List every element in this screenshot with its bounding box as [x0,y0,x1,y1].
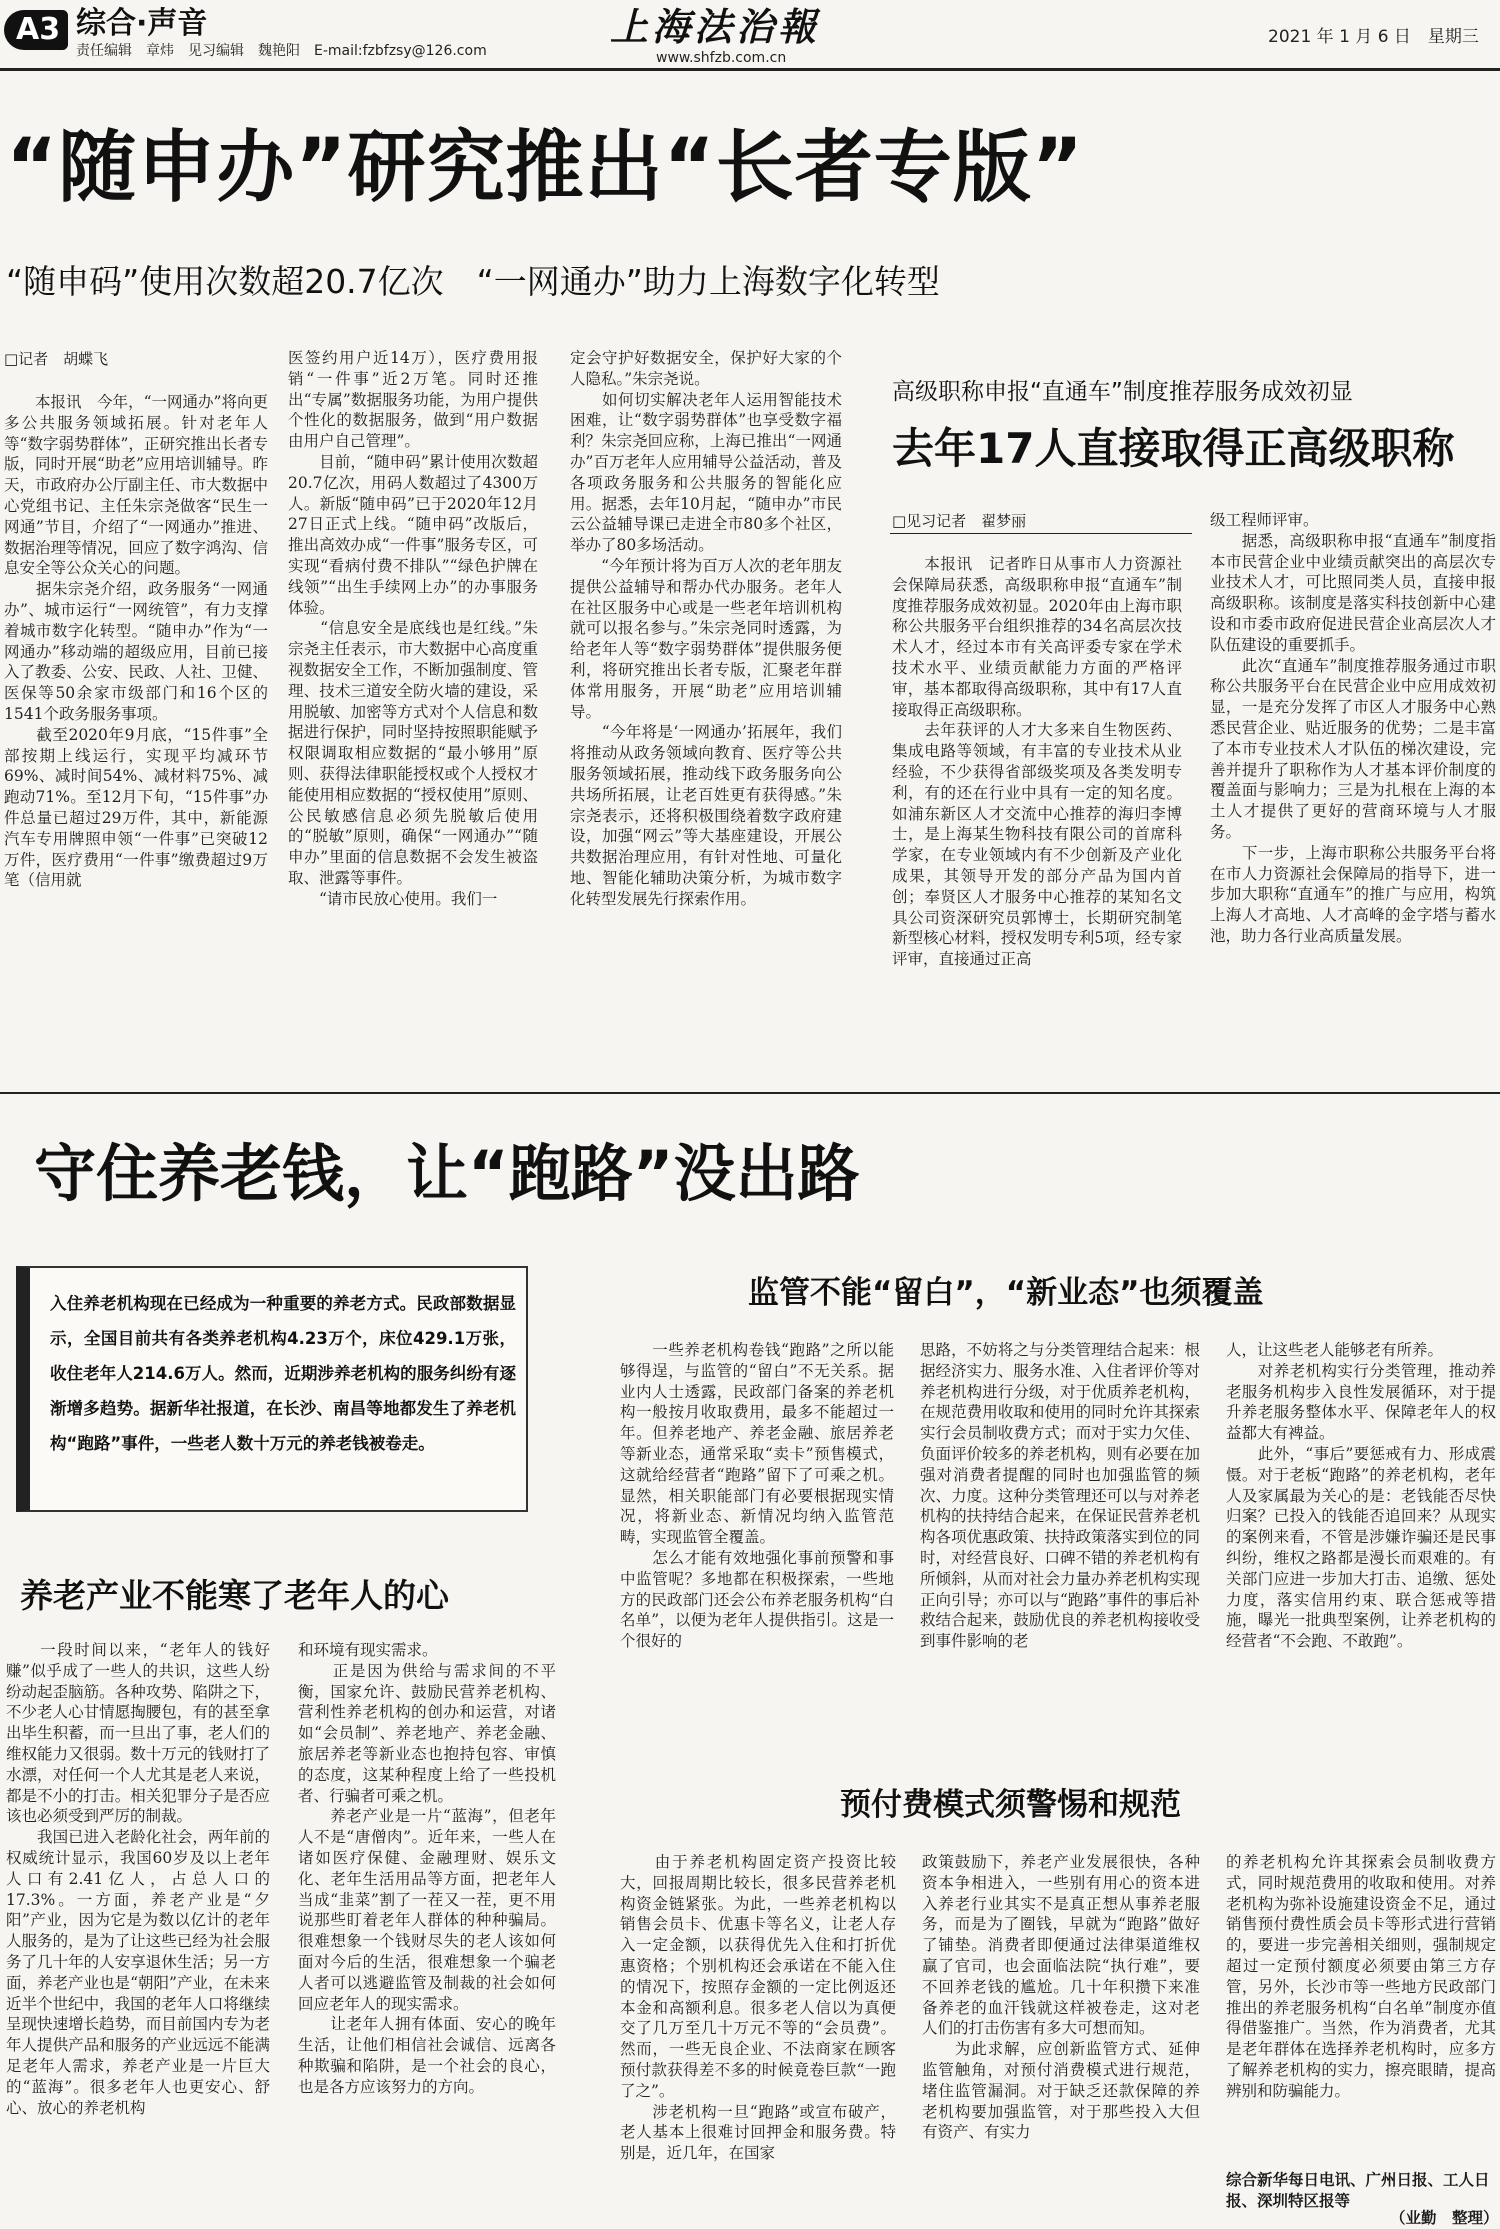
subhead-2: 监管不能“留白”，“新业态”也须覆盖 [748,1275,1264,1311]
sub1-column-1: 一段时间以来，“老年人的钱好赚”似乎成了一些人的共识，这些人纷纷动起歪脑筋。各种攻势、陷阱之下，不少老人心甘情愿掏腰包，有的甚至拿出毕生积蓄，而一旦出了事，老人们的维权能力又很弱。数十万元的钱财打了水漂，对任何一个人尤其是老人来说，都是不小的打击。相关犯罪分子是否应该也必须受到严厉的制裁。 我国已进入老龄化社会，两年前的权威统计显示，我国60岁及以上老年人口有2.41亿人，占总人口的17.3%。一方面，养老产业是“夕阳”产业，因为它是为数以亿计的老年人服务的，是为了让这些已经为社会服务了几十年的人安享退休生活；另一方面，养老产业也是“朝阳”产业，在未来近半个世纪中，我国的老年人口将继续呈现快速增长趋势，而目前国内专为老年人提供产品和服务的产业远远不能满足老年人需求，养老产业是一片巨大的“蓝海”。很多老年人也更安心、舒心、放心的养老机构 [6,1641,270,2117]
sub3-column-3: 的养老机构允许其探索会员制收费方式，同时规范费用的收取和使用。对养老机构为弥补设施建设资金不足，通过销售预付费性质会员卡等形式进行营销的，要进一步完善相关细则，强制规定超过一定预付额度必须要由第三方存管，另外，长沙市等一些地方民政部门推出的养老服务机构“白名单”制度亦值得借鉴推广。当然，作为消费者，尤其是老年群体在选择养老机构时，应多方了解养老机构的实力，擦亮眼睛，提高辨别和防骗能力。 [1226,1853,1496,2100]
page-number: A3 [16,12,61,47]
article2-headline: 去年17人直接取得正高级职称 [892,424,1455,473]
article2-column-1: 本报讯 记者昨日从事市人力资源社会保障局获悉，高级职称申报“直通车”制度推荐服务成效初显。2020年由上海市职称公共服务平台组织推荐的34名高层次技术人才，经过本市有关高评委专家在学术技术水平、业绩贡献能力方面的严格评审，基本都取得高级职称，其中有17人直接取得正高级职称。 去年获评的人才大多来自生物医药、集成电路等领域，有丰富的专业技术从业经验，不少获得省部级奖项及各类发明专利，有的还在行业中具有一定的知名度。如浦东新区人才交流中心推荐的海归李博士，是上海某生物科技有限公司的首席科学家，在专业领域内有不少创新及产业化成果，其领导开发的部分产品为国内首创；奉贤区人才服务中心推荐的某知名文具公司资深研究员郭博士，长期研究制笔新型核心材料，授权发明专利5项，经专家评审，直接通过正高 [892,555,1182,969]
sub2-column-1: 一些养老机构卷钱“跑路”之所以能够得逞，与监管的“留白”不无关系。据业内人士透露，民政部门备案的养老机构一般按月收取费用，最多不能超过一年。但养老地产、养老金融、旅居养老等新业态，通常采取“卖卡”预售模式，这就给经营者“跑路”留下了可乘之机。显然，相关职能部门有必要根据现实情况，将新业态、新情况均纳入监管范畴，实现监管全覆盖。 怎么才能有效地强化事前预警和事中监管呢？多地都在积极探索，一些地方的民政部门还会公布养老服务机构“白名单”，以便为老年人提供指引。这是一个很好的 [620,1341,894,1651]
section-divider [0,1092,1500,1094]
article1-column-1: 本报讯 今年，“一网通办”将向更多公共服务领域拓展。针对老年人等“数字弱势群体”，正研究推出长者专版，同时开展“助老”应用培训辅导。昨天，市政府办公厅副主任、市大数据中心党组书记、主任朱宗尧做客“民生一网通”节目，介绍了“一网通办”推进、数据治理等情况，回应了数字鸿沟、信息安全等公众关心的问题。 据朱宗尧介绍，政务服务“一网通办”、城市运行“一网统管”，有力支撑着城市数字化转型。“随申办”作为“一网通办”移动端的超级应用，目前已接入了教委、公安、民政、人社、卫健、医保等50余家市级部门和16个区的1541个政务服务事项。 截至2020年9月底，“15件事”全部按期上线运行，实现平均减环节69%、减时间54%、减材料75%、减跑动71%。至12月下旬，“15件事”办件总量已超过29万件，其中，新能源汽车专用牌照申领“一件事”已突破12万件，医疗费用“一件事”缴费超过9万笔（信用就 [4,393,268,890]
header-rule [0,68,1500,71]
article2-byline-rule [890,533,1192,534]
source-credit: 综合新华每日电讯、广州日报、工人日报、深圳特区报等 [1226,2171,1490,2210]
article1-column-2: 医签约用户近14万），医疗费用报销“一件事”近2万笔。同时还推出“专属”数据服务功能，为用户提供个性化的数据服务，做到“用户数据由用户自己管理”。 目前，“随申码”累计使用次数超20.7亿次，用码人数超过了4300万人。新版“随申码”已于2020年12月27日正式上线。“随申码”改版后，推出高效办成“一件事”服务专区，可实现“看病付费不排队”“绿色护牌在线领”“出生手续网上办”的办事服务体验。 “信息安全是底线也是红线。”朱宗尧主任表示，市大数据中心高度重视数据安全工作，不断加强制度、管理、技术三道安全防火墙的建设，采用脱敏、加密等方式对个人信息和数据进行保护，同时坚持按照职能赋予权限调取相应数据的“最小够用”原则、获得法律职能授权或个人授权才能使用相应数据的“授权使用”原则、公民敏感信息必须先脱敏后使用的“脱敏”原则，确保“一网通办”“随申办”里面的信息数据不会发生被盗取、泄露等事件。 “请市民放心使用。我们一 [288,349,538,908]
sub3-column-1: 由于养老机构固定资产投资比较大，回报周期比较长，很多民营养老机构资金链紧张。为此，一些养老机构以销售会员卡、优惠卡等名义，让老人存入一定金额，以获得优先入住和打折优惠资格；个别机构还会承诺在不能入住的情况下，按照存金额的一定比例返还本金和高额利息。很多老人信以为真便交了几万至几十万元不等的“会员费”。然而，一些无良企业、不法商家在顾客预付款获得差不多的时候竟卷巨款“一跑了之”。 涉老机构一旦“跑路”或宣布破产，老人基本上很难讨回押金和服务费。特别是，近几年，在国家 [620,1853,896,2163]
issue-date: 2021 年 1 月 6 日 星期三 [1268,27,1479,47]
sub2-column-2: 思路，不妨将之与分类管理结合起来：根据经济实力、服务水准、入住者评价等对养老机构进行分级，对于优质养老机构，在规范费用收取和使用的同时允许其探索实行会员制收费方式；而对于实力欠佳、负面评价较多的养老机构，则有必要在加强对消费者提醒的同时也加强监管的频次、力度。这种分类管理还可以与对养老机构的扶持结合起来，在保证民营养老机构各项优惠政策、扶持政策落实到位的同时，对经营良好、口碑不错的养老机构有所倾斜，从而对社会力量办养老机构实现正向引导；亦可以与“跑路”事件的事后补救结合起来，鼓励优良的养老机构接收受到事件影响的老 [920,1341,1200,1651]
intro-text: 入住养老机构现在已经成为一种重要的养老方式。民政部数据显示，全国目前共有各类养老机构4.23万个，床位429.1万张，收住老年人214.6万人。然而，近期涉养老机构的服务纠纷有逐渐增多趋势。据新华社报道，在长沙、南昌等地都发生了养老机构“跑路”事件，一些老人数十万元的养老钱被卷走。 [50,1294,516,1453]
editors-line: 责任编辑 章炜 见习编辑 魏艳阳 E-mail:fzbfzsy@126.com [76,43,487,59]
subhead-3: 预付费模式须警惕和规范 [840,1787,1181,1823]
editor-credit: （业勤 整理） [1390,2209,1499,2227]
article1-column-3: 定会守护好数据安全，保护好大家的个人隐私。”朱宗尧说。 如何切实解决老年人运用智能技术困难，让“数字弱势群体”也享受数字福利？朱宗尧回应称，上海已推出“一网通办”百万老年人应用辅导公益活动，普及各项政务服务和公共服务的智能化应用。据悉，去年10月起，“随申办”市民云公益辅导课已走进全市80多个社区，举办了80多场活动。 “今年预计将为百万人次的老年朋友提供公益辅导和帮办代办服务。老年人在社区服务中心或是一些老年培训机构就可以报名参与。”朱宗尧同时透露，为给老年人等“数字弱势群体”提供服务便利，将研究推出长者专版，汇聚老年群体常用服务，开展“助老”应用培训辅导。 “今年将是‘一网通办’拓展年，我们将推动从政务领域向教育、医疗等公共服务领域拓展，推动线下政务服务向公共场所拓展，让老百姓更有获得感。”朱宗尧表示，还将积极围绕着数字政府建设，加强“网云”等大基座建设，开展公共数据治理应用，有针对性地、可量化地、智能化辅助决策分析，为城市数字化转型发展先行探索作用。 [570,349,842,908]
article2-byline: □见习记者 翟梦丽 [892,512,1027,530]
subhead-1: 养老产业不能寒了老年人的心 [20,1576,449,1615]
article2-kicker: 高级职称申报“直通车”制度推荐服务成效初显 [892,379,1353,405]
masthead-logo: 上海法治報 [610,4,821,49]
article1-headline: “随申办”研究推出“长者专版” [6,123,1085,213]
sub1-column-2: 和环境有现实需求。 正是因为供给与需求间的不平衡，国家允许、鼓励民营养老机构、营利性养老机构的创办和运营，对诸如“会员制”、养老地产、养老金融、旅居养老等新业态也抱持包容、审慎的态度，这某种程度上给了一些投机者、行骗者可乘之机。 养老产业是一片“蓝海”，但老年人不是“唐僧肉”。近年来，一些人在诸如医疗保健、金融理财、娱乐文化、老年生活用品等方面，把老年人当成“韭菜”割了一茬又一茬，更不用说那些盯着老年人群体的种种骗局。很难想象一个钱财尽失的老人该如何面对今后的生活，很难想象一个骗老人者可以逃避监管及制裁的社会如何回应老年人的现实需求。 让老年人拥有体面、安心的晚年生活，让他们相信社会诚信、远离各种欺骗和陷阱，是一个社会的良心，也是各方应该努力的方向。 [298,1641,556,2096]
article2-column-2: 级工程师评审。 据悉，高级职称申报“直通车”制度指本市民营企业中业绩贡献突出的高层次专业技术人才，可比照同类人员，直接申报高级职称。该制度是落实科技创新中心建设和市委市政府促进民营企业高层次人才队伍建设的重要抓手。 此次“直通车”制度推荐服务通过市职称公共服务平台在民营企业中应用成效初显，一是充分发挥了市区人才服务中心熟悉民营企业、贴近服务的优势；二是丰富了本市专业技术人才队伍的梯次建设，完善并提升了职称作为人才基本评价制度的覆盖面与影响力；三是为扎根在上海的本土人才提供了更好的营商环境与人才服务。 下一步，上海市职称公共服务平台将在市人力资源社会保障局的指导下，进一步加大职称“直通车”的推广与应用，构筑上海人才高地、人才高峰的金字塔与蓄水池，助力各行业高质量发展。 [1210,511,1496,945]
sub3-column-2: 政策鼓励下，养老产业发展很快，各种资本争相进入，一些别有用心的资本进入养老行业其实不是真正想从事养老服务，而是为了圈钱，早就为“跑路”做好了铺垫。消费者即便通过法律渠道维权赢了官司，也会面临法院“执行难”，要不回养老钱的尴尬。几十年积攒下来准备养老的血汗钱就这样被卷走，这对老人们的打击伤害有多大可想而知。 为此求解，应创新监管方式、延伸监管触角，对预付消费模式进行规范，堵住监管漏洞。对于缺乏还款保障的养老机构要加强监管，对于那些投入大但有资产、有实力 [922,1853,1200,2142]
sub2-column-3: 人，让这些老人能够老有所养。 对养老机构实行分类管理，推动养老服务机构步入良性发展循环，对于提升养老服务整体水平、保障老年人的权益都大有裨益。 此外，“事后”要惩戒有力、形成震慑。对于老板“跑路”的养老机构，老年人及家属最为关心的是：老钱能否尽快归案？已投入的钱能否追回来？从现实的案例来看，不管是涉嫌诈骗还是民事纠纷，维权之路都是漫长而艰难的。有关部门应进一步加大打击、追缴、惩处力度，落实信用约束、联合惩戒等措施，曝光一批典型案例，让养老机构的经营者“不会跑、不敢跑”。 [1226,1341,1496,1651]
article1-subhead: “随申码”使用次数超20.7亿次 “一网通办”助力上海数字化转型 [6,262,940,301]
website: www.shfzb.com.cn [656,50,787,66]
article1-byline: □记者 胡蝶飞 [4,350,109,368]
section-title: 综合·声音 [76,6,208,41]
article3-headline: 守住养老钱，让“跑路”没出路 [34,1137,860,1210]
